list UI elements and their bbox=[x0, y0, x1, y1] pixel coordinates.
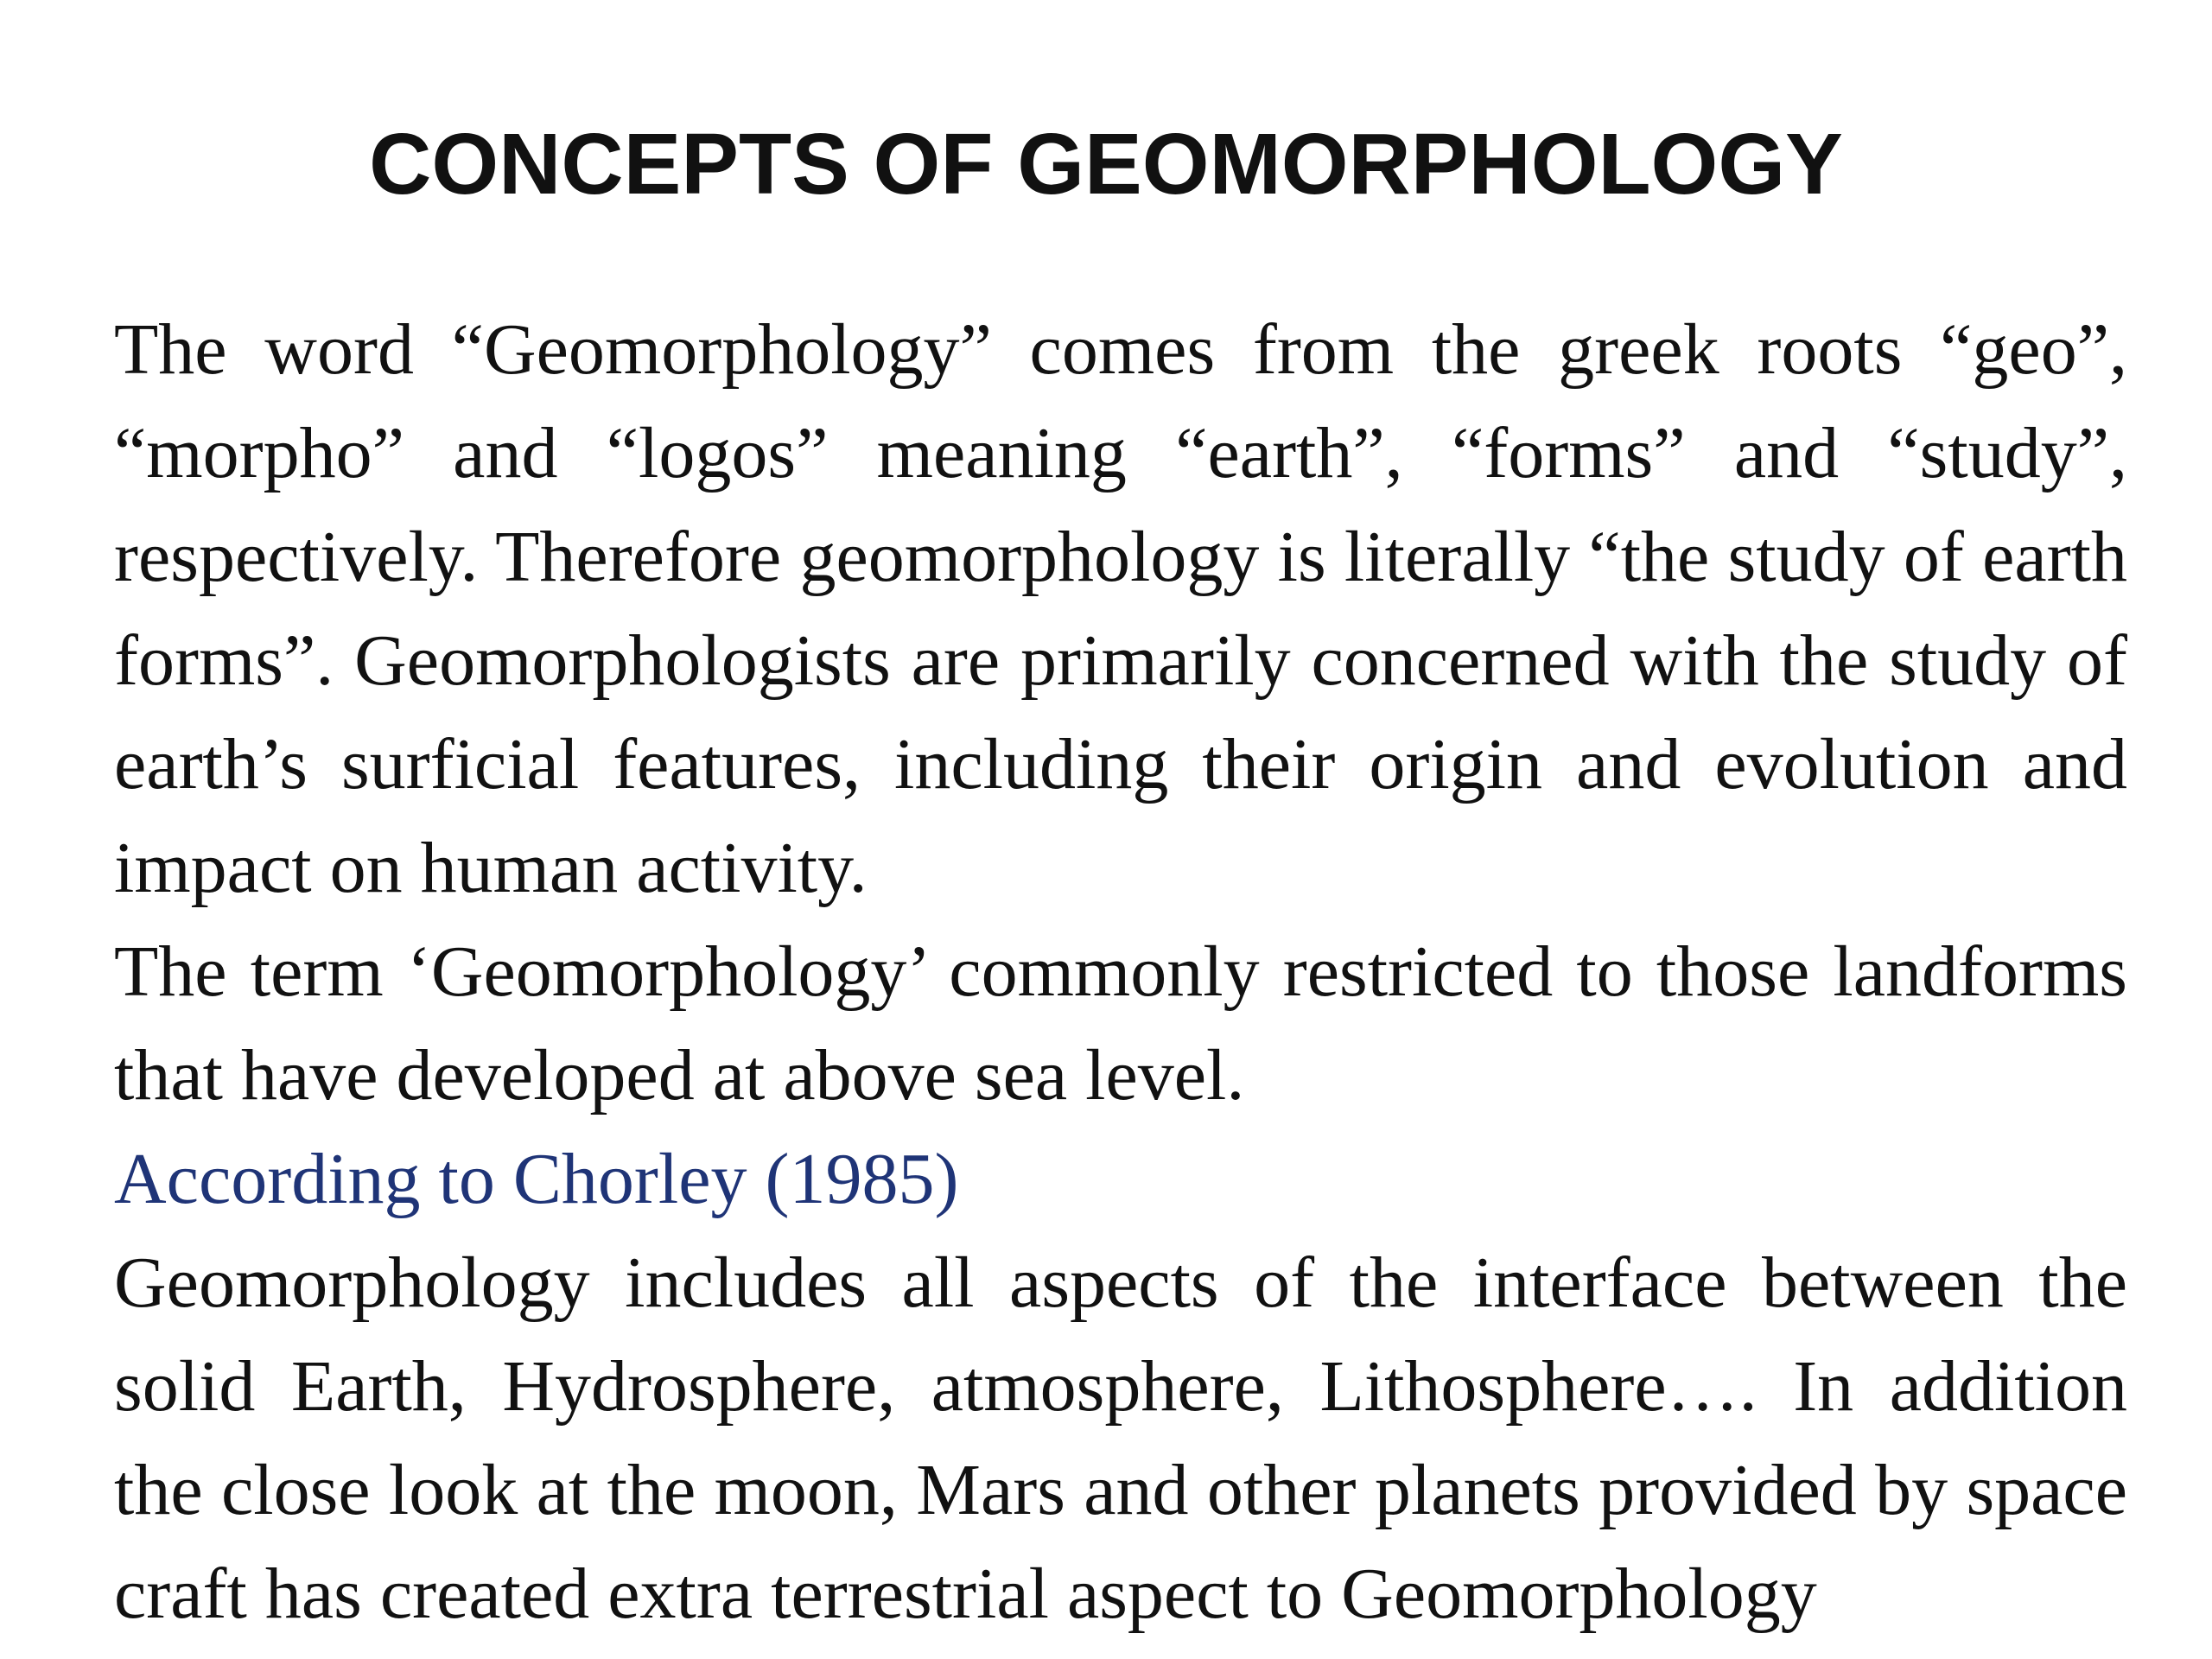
chorley-subheading: According to Chorley (1985) bbox=[114, 1139, 959, 1219]
term-paragraph: The term ‘Geomorphology’ commonly restricted to those landforms that have developed at above sea level. bbox=[114, 931, 2127, 1116]
slide-body bbox=[114, 298, 2127, 1646]
chorley-quote-paragraph: Geomorphology includes all aspects of the interface between the solid Earth, Hydrosphere, atmosphere, Lithosphere…. In addition the close look at the moon, Mars and other planets provided by space craft has created extra terrestrial aspect to Geomorphology bbox=[114, 1243, 2127, 1634]
slide-title: CONCEPTS OF GEOMORPHOLOGY bbox=[369, 116, 1843, 213]
definition-paragraph: The word “Geomorphology” comes from the greek roots “geo”, “morpho” and “logos” meaning “earth”, “forms” and “study”, respectively. Therefore geomorphology is literally “the study of earth forms”. Geomorphologists are primarily concerned with the study of earth’s surficial features, including their origin and evolution and impact on human activity. bbox=[114, 309, 2127, 908]
